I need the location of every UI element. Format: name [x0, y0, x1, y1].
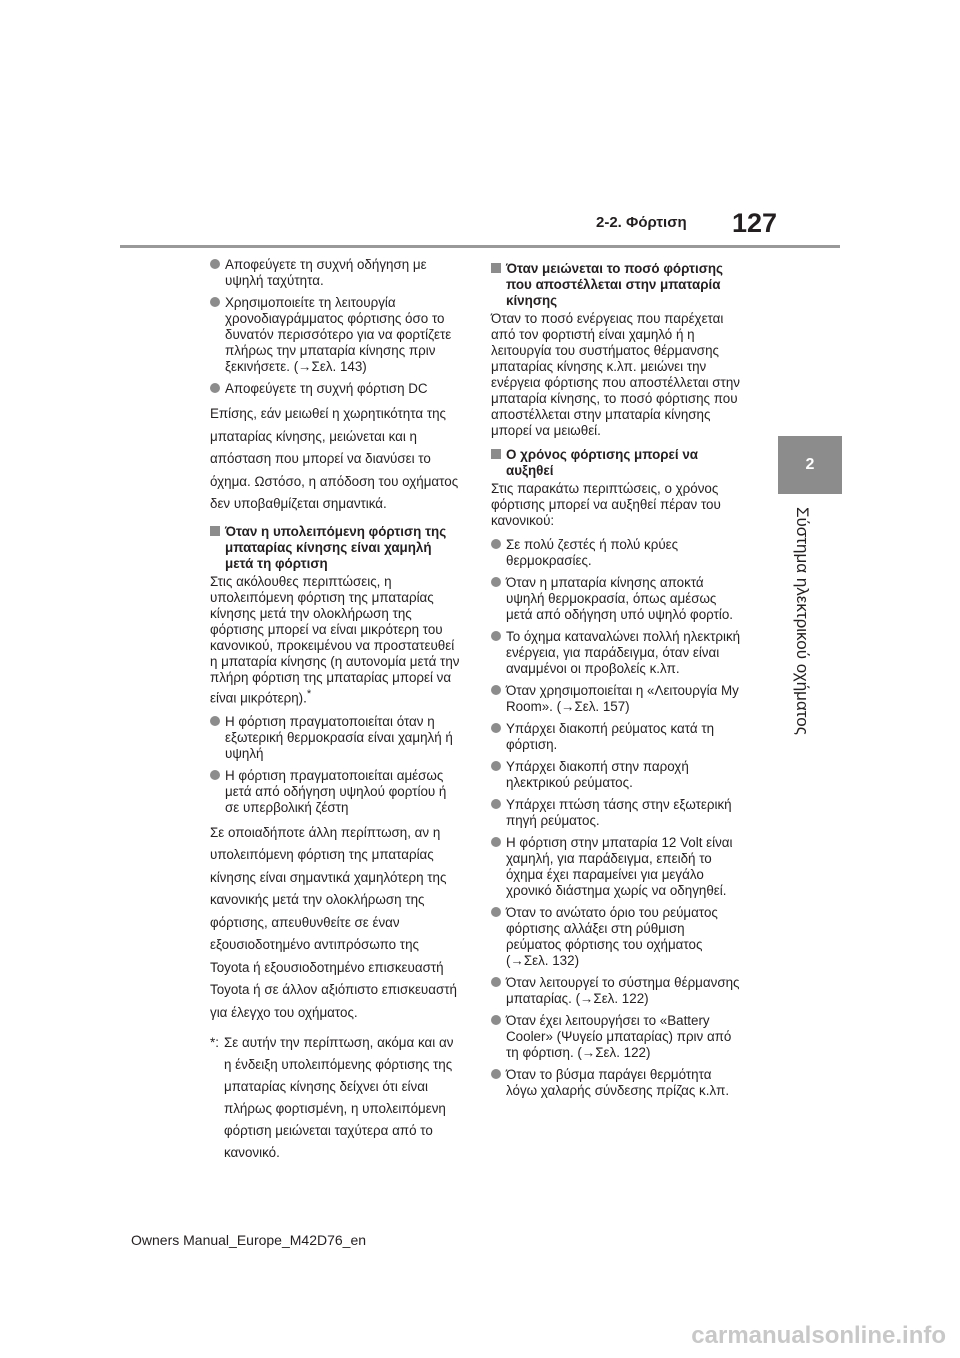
list-item: Υπάρχει διακοπή ρεύματος κατά τη φόρτιση.: [491, 721, 743, 753]
bullet-icon: [210, 770, 220, 780]
list-item: Σε πολύ ζεστές ή πολύ κρύες θερμοκρασίες.: [491, 537, 743, 569]
bullet-icon: [491, 799, 501, 809]
bullet-icon: [491, 685, 501, 695]
list-item: Χρησιμοποιείτε τη λειτουργία χρονοδιαγράμματος φόρτισης όσο το δυνατόν περισσότερο για να φορτίζετε πλήρως την μπαταρία κίνησης πριν ξεκινήσετε. (→Σελ. 143): [210, 295, 462, 375]
bullet-icon: [491, 907, 501, 917]
bullet-icon: [491, 977, 501, 987]
bullet-icon: [491, 1069, 501, 1079]
paragraph: Στις ακόλουθες περιπτώσεις, η υπολειπόμενη φόρτιση της μπαταρίας κίνησης μετά την ολοκλήρωση της φόρτισης μπορεί να είναι μικρότερη του κανονικού, προκειμένου να προστατευθεί η μπαταρία κίνησης (η αυτονομία μετά την πλήρη φόρτιση της μπαταρίας μπορεί να είναι μικρότερη).*: [210, 573, 460, 705]
right-column: [491, 257, 743, 1105]
watermark: carmanualsonline.info: [691, 1322, 946, 1349]
header-divider: [120, 245, 840, 248]
square-bullet-icon: [491, 263, 501, 273]
bullet-icon: [491, 1015, 501, 1025]
bullet-icon: [491, 723, 501, 733]
section-heading: Όταν η υπολειπόμενη φόρτιση της μπαταρίας κίνησης είναι χαμηλή μετά τη φόρτιση: [210, 524, 462, 572]
bullet-icon: [210, 259, 220, 269]
square-bullet-icon: [491, 449, 501, 459]
page-number: 127: [732, 208, 778, 238]
bullet-icon: [491, 761, 501, 771]
bullet-icon: [210, 297, 220, 307]
list-item: Όταν έχει λειτουργήσει το «Battery Cooler» (Ψυγείο μπαταρίας) πριν από τη φόρτιση. (→Σελ. 122): [491, 1013, 743, 1061]
list-item: Όταν λειτουργεί το σύστημα θέρμανσης μπαταρίας. (→Σελ. 122): [491, 975, 743, 1007]
paragraph: Όταν το ποσό ενέργειας που παρέχεται από τον φορτιστή είναι χαμηλό ή η λειτουργία του συστήματος θέρμανσης μπαταρίας κίνησης κ.λπ. μειώνει την ενέργεια φόρτισης που αποστέλλεται στην μπαταρία κίνησης, το ποσό φόρτισης που αποστέλλεται στην μπαταρία κίνησης μπορεί να μειωθεί.: [491, 311, 740, 438]
section-title: 2-2. Φόρτιση: [596, 214, 687, 231]
chapter-tab[interactable]: 2: [778, 436, 842, 494]
list-item: Όταν το βύσμα παράγει θερμότητα λόγω χαλαρής σύνδεσης πρίζας κ.λπ.: [491, 1067, 743, 1099]
bullet-icon: [210, 716, 220, 726]
paragraph: Σε οποιαδήποτε άλλη περίπτωση, αν η υπολειπόμενη φόρτιση της μπαταρίας κίνησης είναι σημαντικά χαμηλότερη της κανονικής μετά την ολοκλήρωση της φόρτισης, απευθυνθείτε σε έναν εξουσιοδοτημένο αντιπρόσωπο της Toyota ή εξουσιοδοτημένο επισκευαστή Toyota ή σε άλλον αξιόπιστο επισκευαστή για έλεγχο του οχήματος.: [210, 824, 457, 1020]
paragraph: Στις παρακάτω περιπτώσεις, ο χρόνος φόρτισης μπορεί να αυξηθεί πέραν του κανονικού:: [491, 481, 721, 528]
left-column: [210, 257, 462, 1164]
square-bullet-icon: [210, 526, 220, 536]
list-item: Η φόρτιση πραγματοποιείται όταν η εξωτερική θερμοκρασία είναι χαμηλή ή υψηλή: [210, 714, 462, 762]
bullet-icon: [491, 577, 501, 587]
bullet-icon: [491, 631, 501, 641]
footnote-mark: *:: [210, 1035, 219, 1051]
list-item: Αποφεύγετε τη συχνή φόρτιση DC: [210, 381, 462, 397]
section-heading: Όταν μειώνεται το ποσό φόρτισης που αποστέλλεται στην μπαταρία κίνησης: [491, 261, 743, 309]
bullet-icon: [491, 837, 501, 847]
section-heading: Ο χρόνος φόρτισης μπορεί να αυξηθεί: [491, 447, 743, 479]
bullet-icon: [210, 383, 220, 393]
paragraph: Επίσης, εάν μειωθεί η χωρητικότητα της μπαταρίας κίνησης, μειώνεται και η απόσταση που μπορεί να διανύσει το όχημα. Ωστόσο, η απόδοση του οχήματος δεν υποβαθμίζεται σημαντικά.: [210, 406, 459, 511]
list-item: Υπάρχει πτώση τάσης στην εξωτερική πηγή ρεύματος.: [491, 797, 743, 829]
list-item: Όταν η μπαταρία κίνησης αποκτά υψηλή θερμοκρασία, όπως αμέσως μετά από οδήγηση υπό υψηλό φορτίο.: [491, 575, 743, 623]
footer-text: Owners Manual_Europe_M42D76_en: [131, 1232, 367, 1248]
list-item: Το όχημα καταναλώνει πολλή ηλεκτρική ενέργεια, για παράδειγμα, όταν είναι αναμμένοι οι προβολείς κ.λπ.: [491, 629, 743, 677]
list-item: Η φόρτιση στην μπαταρία 12 Volt είναι χαμηλή, για παράδειγμα, επειδή το όχημα έχει παραμείνει για μεγάλο χρονικό διάστημα χωρίς να οδηγηθεί.: [491, 835, 743, 899]
list-item: Αποφεύγετε τη συχνή οδήγηση με υψηλή ταχύτητα.: [210, 257, 462, 289]
bullet-icon: [491, 539, 501, 549]
list-item: Υπάρχει διακοπή στην παροχή ηλεκτρικού ρεύματος.: [491, 759, 743, 791]
list-item: Όταν χρησιμοποιείται η «Λειτουργία My Room». (→Σελ. 157): [491, 683, 743, 715]
list-item: Η φόρτιση πραγματοποιείται αμέσως μετά από οδήγηση υψηλού φορτίου ή σε υπερβολική ζέστη: [210, 768, 462, 816]
footnote-marker: *: [306, 687, 312, 700]
list-item: Όταν το ανώτατο όριο του ρεύματος φόρτισης αλλάξει στη ρύθμιση ρεύματος φόρτισης του οχήματος (→Σελ. 132): [491, 905, 743, 969]
chapter-title: Σύστημα ηλεκτρικού οχήματος: [793, 507, 812, 735]
footnote: *: Σε αυτήν την περίπτωση, ακόμα και αν η ένδειξη υπολειπόμενης φόρτισης της μπαταρίας κίνησης δείχνει ότι είναι πλήρως φορτισμένη, η υπολειπόμενη φόρτιση μειώνεται ταχύτερα από το κανονικό.: [210, 1032, 462, 1164]
